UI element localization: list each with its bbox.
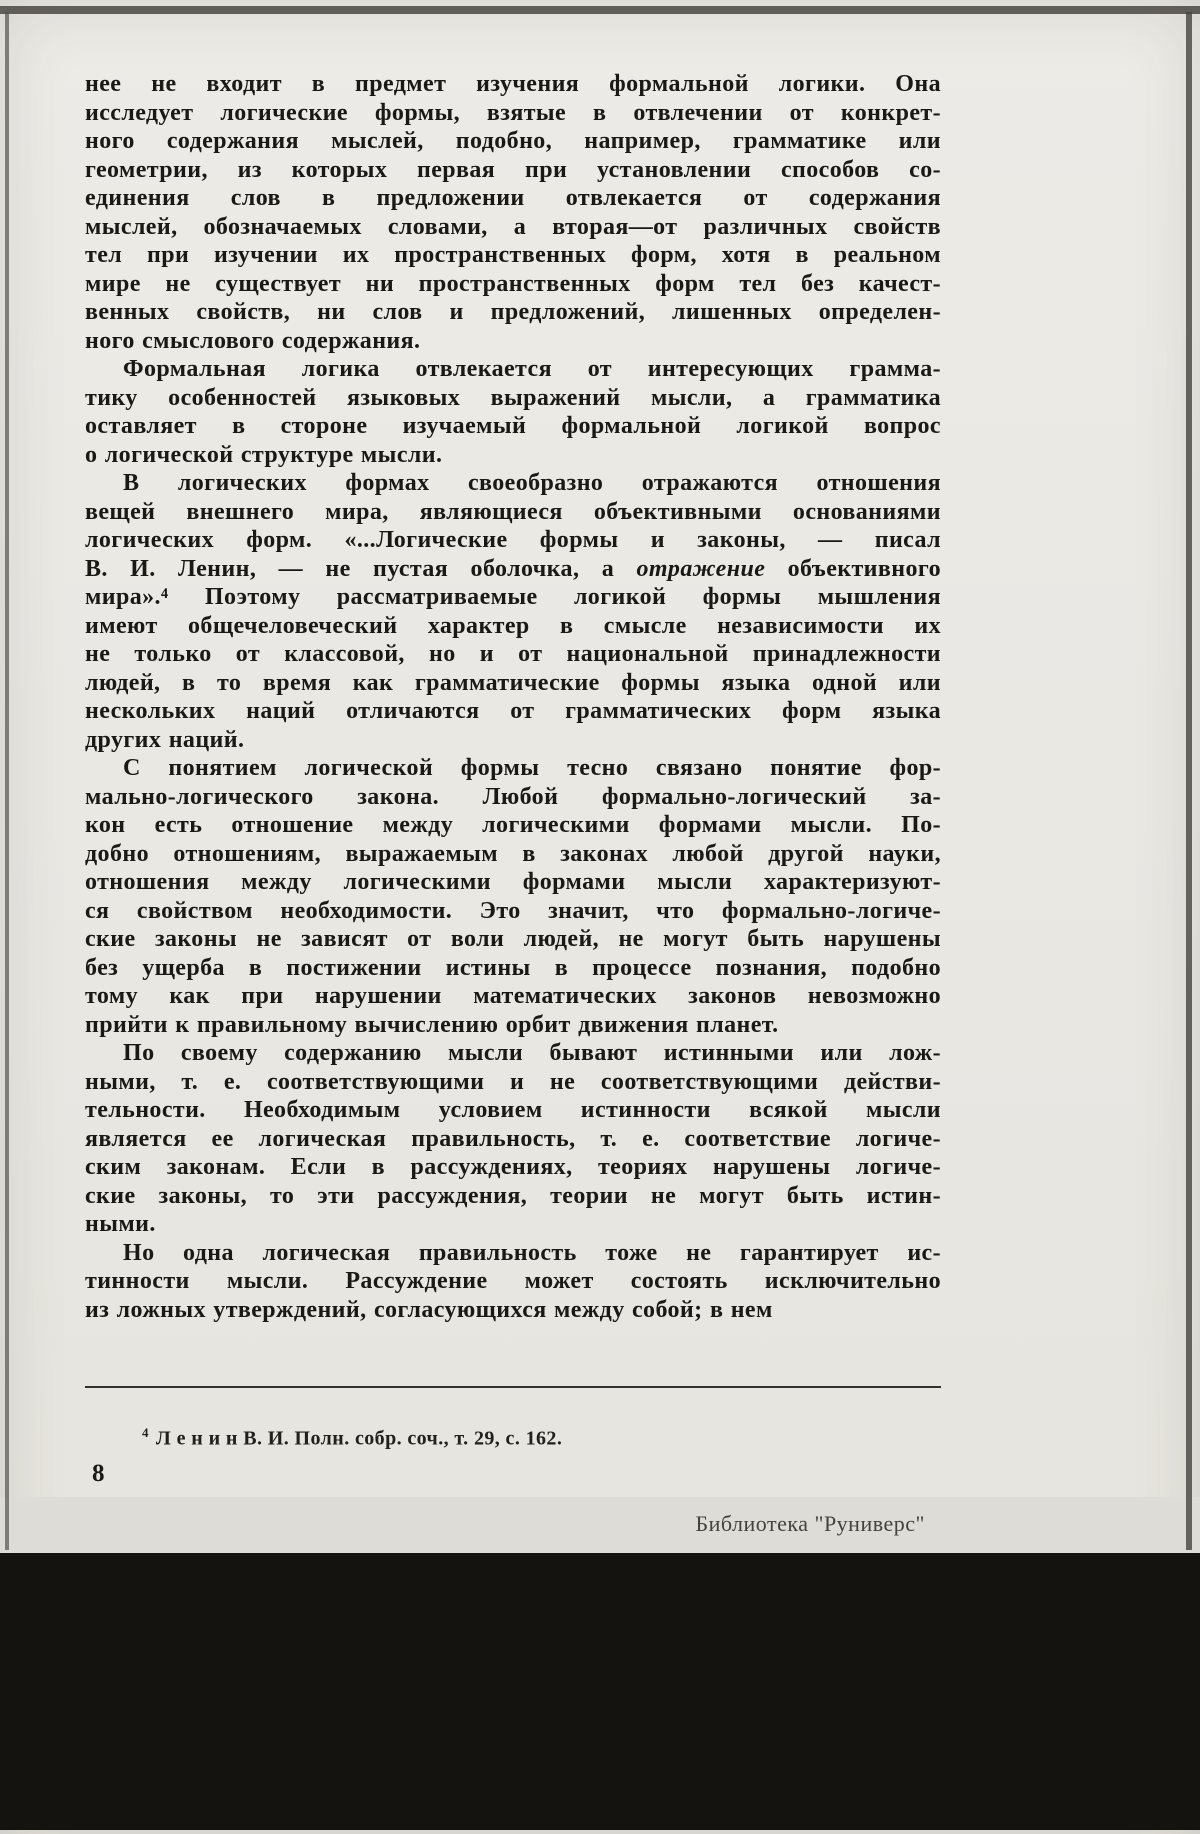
text-line: тинности мысли. Рассуждение может состоять исключительно — [85, 1268, 941, 1294]
text-line: ские законы не зависят от воли людей, не могут быть нарушены — [85, 926, 941, 952]
text-line: кон есть отношение между логическими формами мысли. По- — [85, 812, 941, 838]
scan-edge-top — [0, 6, 1200, 14]
paragraph — [85, 754, 941, 1039]
footnote-marker: 4 — [142, 1425, 149, 1440]
text-line: мыслей, обозначаемых словами, а вторая—от различных свойств — [85, 213, 941, 240]
text-line: В логических формах своеобразно отражаются отношения — [123, 470, 941, 496]
text-line: мира».⁴ Поэтому рассматриваемые логикой формы мышления — [85, 584, 941, 610]
text-line: Но одна логическая правильность тоже не гарантирует ис- — [123, 1239, 941, 1266]
text-line: из ложных утверждений, согласующихся между собой; в нем — [85, 1296, 773, 1323]
text-line: имеют общечеловеческий характер в смысле независимости их — [85, 612, 941, 639]
text-line: ские законы, то эти рассуждения, теории не могут быть истин- — [85, 1182, 941, 1209]
text-line: тел при изучении их пространственных форм, хотя в реальном — [85, 242, 941, 268]
text-line: геометрии, из которых первая при установлении способов со- — [85, 156, 941, 183]
watermark-band — [0, 1497, 1200, 1553]
text-line: тику особенностей языковых выражений мысли, а грамматика — [85, 384, 941, 411]
text-line: без ущерба в постижении истины в процессе познания, подобно — [85, 954, 941, 981]
page-number: 8 — [92, 1460, 105, 1487]
text-line: По своему содержанию мысли бывают истинными или лож- — [123, 1040, 941, 1066]
text-line: В. И. Ленин, — не пустая оболочка, а отражение объективного — [85, 555, 941, 582]
footnote-text: Л е н и н В. И. Полн. собр. соч., т. 29, с. 162. — [155, 1427, 563, 1450]
text-block — [85, 70, 941, 1324]
text-line: вещей внешнего мира, являющиеся объективными основаниями — [85, 498, 941, 525]
library-watermark: Библиотека "Руниверс" — [695, 1511, 925, 1536]
text-line: не только от классовой, но и от национальной принадлежности — [85, 641, 941, 667]
text-line: исследует логические формы, взятые в отвлечении от конкрет- — [85, 99, 941, 126]
text-line: отношения между логическими формами мысли характеризуют- — [85, 869, 941, 895]
text-line: С понятием логической формы тесно связано понятие фор- — [123, 755, 941, 781]
text-line: ными, т. е. соответствующими и не соответствующими действи- — [85, 1068, 941, 1095]
text-line: мире не существует ни пространственных форм тел без качест- — [85, 270, 941, 297]
footnote-separator — [85, 1386, 941, 1388]
scan-edge-bottom — [0, 1553, 1200, 1830]
text-line: ными. — [85, 1211, 156, 1237]
text-line: логических форм. «...Логические формы и законы, — писал — [85, 527, 941, 553]
text-line: прийти к правильному вычислению орбит движения планет. — [85, 1011, 779, 1038]
paragraph — [85, 469, 941, 754]
text-line: оставляет в стороне изучаемый формальной логикой вопрос — [85, 413, 941, 439]
scan-edge-right — [1186, 12, 1192, 1550]
text-line: венных свойств, ни слов и предложений, лишенных определен- — [85, 299, 941, 325]
text-line: ного смыслового содержания. — [85, 327, 421, 354]
text-line: ного содержания мыслей, подобно, например, грамматике или — [85, 128, 941, 154]
text-line: людей, в то время как грамматические формы языка одной или — [85, 669, 941, 696]
paragraph — [85, 1239, 941, 1325]
italic-text: отражение — [636, 555, 766, 582]
text-line: Формальная логика отвлекается от интересующих грамма- — [123, 356, 941, 382]
text-line: о логической структуре мысли. — [85, 441, 443, 468]
text-line: тому как при нарушении математических законов невозможно — [85, 983, 941, 1009]
text-line: является ее логическая правильность, т. е. соответствие логиче- — [85, 1125, 941, 1152]
text-line: тельности. Необходимым условием истинности всякой мысли — [85, 1097, 941, 1123]
text-line: ским законам. Если в рассуждениях, теориях нарушены логиче- — [85, 1154, 941, 1180]
text-line: других наций. — [85, 726, 245, 753]
text-line: ся свойством необходимости. Это значит, что формально-логиче- — [85, 897, 941, 924]
text-line: мально-логического закона. Любой формально-логический за- — [85, 783, 941, 810]
footnote — [142, 1425, 562, 1451]
paragraph — [85, 70, 941, 355]
paragraph — [85, 355, 941, 469]
text-line: нескольких наций отличаются от грамматических форм языка — [85, 698, 941, 724]
scan-edge-left — [5, 12, 9, 1550]
text-line: добно отношениям, выражаемым в законах любой другой науки, — [85, 840, 941, 867]
text-line: единения слов в предложении отвлекается от содержания — [85, 185, 941, 211]
text-line: нее не входит в предмет изучения формальной логики. Она — [85, 71, 941, 97]
paragraph — [85, 1039, 941, 1239]
